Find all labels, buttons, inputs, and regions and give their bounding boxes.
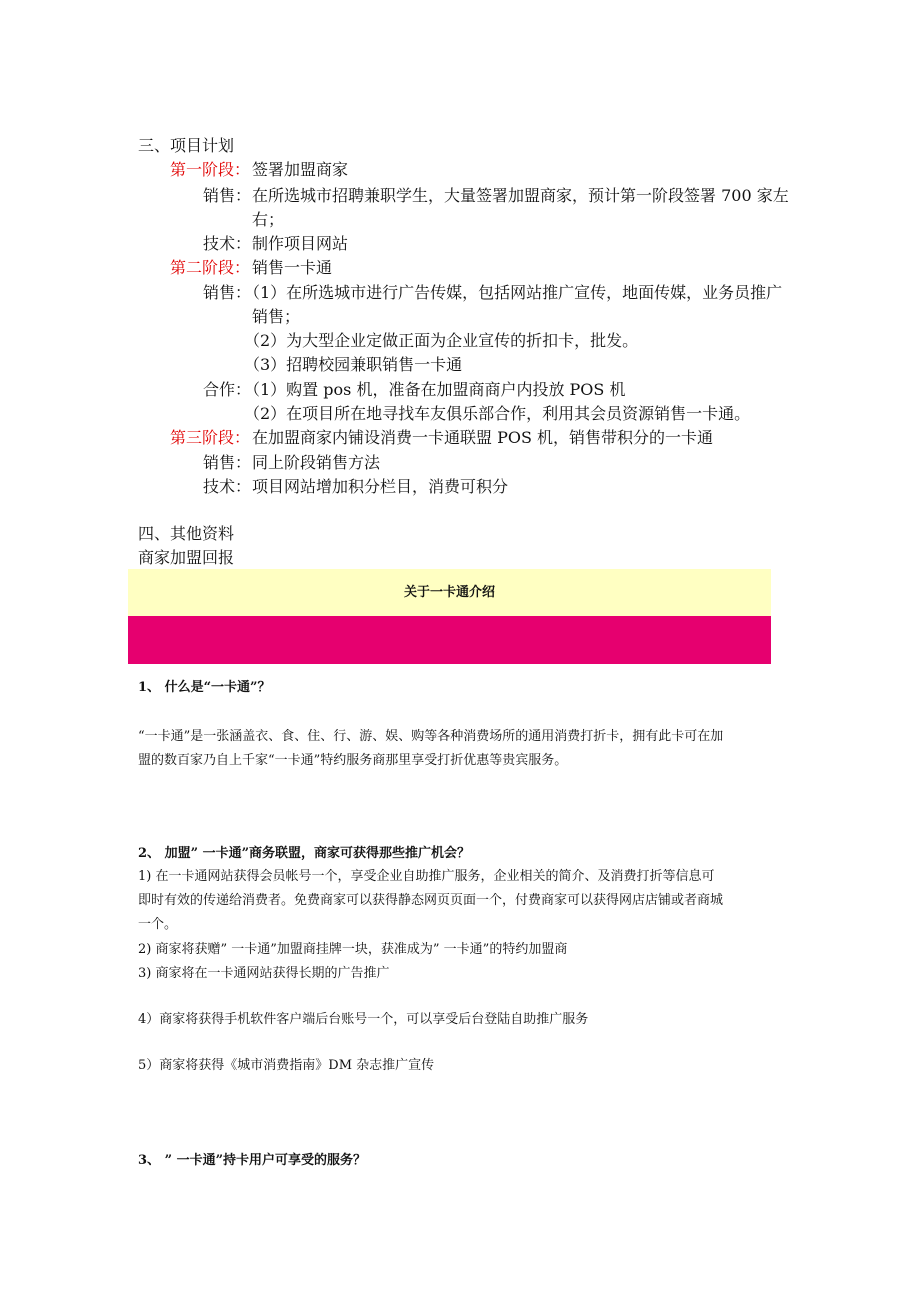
- faq-answer-2-item4: 4）商家将获得手机软件客户端后台账号一个，可以享受后台登陆自助推广服务: [138, 1012, 589, 1027]
- phase3-tech-label: 技术：: [203, 477, 252, 496]
- intro-banner-title: 关于一卡通介绍: [128, 569, 771, 616]
- faq-answer-1-line2: 盟的数百家乃自上千家“一卡通”特约服务商那里享受打折优惠等贵宾服务。: [138, 753, 568, 768]
- phase1-tech-label: 技术：: [203, 234, 252, 253]
- phase1-sales-text: 在所选城市招聘兼职学生，大量签署加盟商家，预计第一阶段签署 700 家左: [252, 186, 789, 205]
- phase1-sales-label: 销售：: [203, 186, 252, 205]
- phase2-sales-item1-cont: 销售；: [252, 307, 301, 326]
- phase1-sales-text-cont: 右；: [252, 210, 285, 229]
- faq-question-1: 1、 什么是“一卡通”？: [138, 680, 271, 695]
- intro-banner-bar: [128, 616, 771, 664]
- faq-answer-2-item1-line1: 1) 在一卡通网站获得会员帐号一个，享受企业自助推广服务，企业相关的简介、及消费打折等信息可: [138, 869, 715, 884]
- phase3-label: 第三阶段：: [170, 428, 251, 447]
- phase2-sales-label: 销售：: [203, 283, 252, 302]
- section-subheading-returns: 商家加盟回报: [138, 548, 235, 567]
- phase3-sales-text: 同上阶段销售方法: [252, 453, 381, 472]
- faq-answer-2-item5: 5）商家将获得《城市消费指南》DM 杂志推广宣传: [138, 1058, 435, 1073]
- phase2-sales-item2: （2）为大型企业定做正面为企业宣传的折扣卡，批发。: [244, 331, 639, 350]
- phase2-coop-label: 合作：: [203, 380, 252, 399]
- phase2-sales-item1: （1）在所选城市进行广告传媒，包括网站推广宣传，地面传媒，业务员推广: [244, 283, 783, 302]
- phase1-label: 第一阶段：: [170, 160, 251, 179]
- phase1-title: 签署加盟商家: [252, 160, 349, 179]
- phase2-coop-item1: （1）购置 pos 机，准备在加盟商商户内投放 POS 机: [244, 380, 626, 399]
- faq-answer-2-item1-line3: 一个。: [138, 917, 178, 932]
- phase2-coop-item2: （2）在项目所在地寻找车友俱乐部合作，利用其会员资源销售一卡通。: [244, 404, 751, 423]
- faq-answer-2-item1-line2: 即时有效的传递给消费者。免费商家可以获得静态网页页面一个，付费商家可以获得网店店铺或者商城: [138, 893, 724, 908]
- phase3-sales-label: 销售：: [203, 453, 252, 472]
- faq-answer-2-item2: 2) 商家将获赠” 一卡通”加盟商挂牌一块，获准成为” 一卡通”的特约加盟商: [138, 942, 568, 957]
- section-heading-plan: 三、项目计划: [138, 136, 235, 155]
- phase1-tech-text: 制作项目网站: [252, 234, 349, 253]
- faq-answer-1-line1: “一卡通”是一张涵盖衣、食、住、行、游、娱、购等各种消费场所的通用消费打折卡，拥有此卡可在加: [138, 729, 724, 744]
- phase2-title: 销售一卡通: [252, 258, 333, 277]
- faq-answer-2-item3: 3) 商家将在一卡通网站获得长期的广告推广: [138, 966, 390, 981]
- section-heading-other: 四、其他资料: [138, 524, 235, 543]
- faq-question-2: 2、 加盟” 一卡通”商务联盟，商家可获得那些推广机会？: [138, 846, 471, 861]
- phase2-label: 第二阶段：: [170, 258, 251, 277]
- phase2-sales-item3: （3）招聘校园兼职销售一卡通: [244, 355, 463, 374]
- faq-question-3: 3、 ” 一卡通”持卡用户可享受的服务？: [138, 1153, 367, 1168]
- phase3-tech-text: 项目网站增加积分栏目，消费可积分: [252, 477, 509, 496]
- phase3-title: 在加盟商家内铺设消费一卡通联盟 POS 机，销售带积分的一卡通: [252, 428, 714, 447]
